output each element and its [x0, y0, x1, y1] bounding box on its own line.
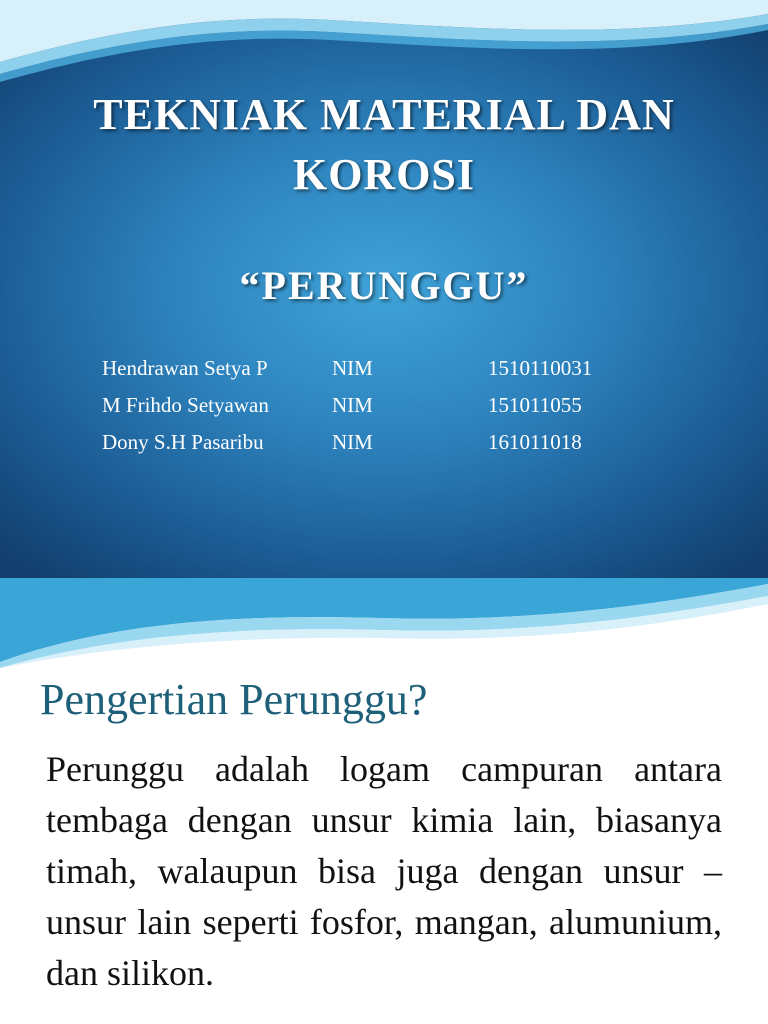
member-nim-label: NIM [332, 430, 373, 454]
definition-paragraph: Perunggu adalah logam campuran antara tembaga dengan unsur kimia lain, biasanya timah, walaupun bisa juga dengan unsur – unsur lain seperti fosfor, mangan, alumunium, dan silikon. [46, 749, 722, 993]
member-nim: 161011018 [488, 430, 582, 454]
slide-title-line1: TEKNIAK MATERIAL DAN [93, 90, 675, 139]
member-name: M Frihdo Setyawan [102, 393, 269, 417]
member-nim-label: NIM [332, 356, 373, 380]
slide-subtitle: “PERUNGGU” [239, 263, 529, 308]
section-heading: Pengertian Perunggu? [40, 675, 428, 724]
member-name: Hendrawan Setya P [102, 356, 268, 380]
content-slide [0, 578, 768, 1024]
slide-title-line2: KOROSI [292, 150, 476, 199]
wave-decoration-top [0, 578, 768, 668]
member-nim: 151011055 [488, 393, 582, 417]
member-nim-label: NIM [332, 393, 373, 417]
wave-decoration-top [0, 0, 768, 95]
member-nim: 1510110031 [488, 356, 593, 380]
member-name: Dony S.H Pasaribu [102, 430, 264, 454]
